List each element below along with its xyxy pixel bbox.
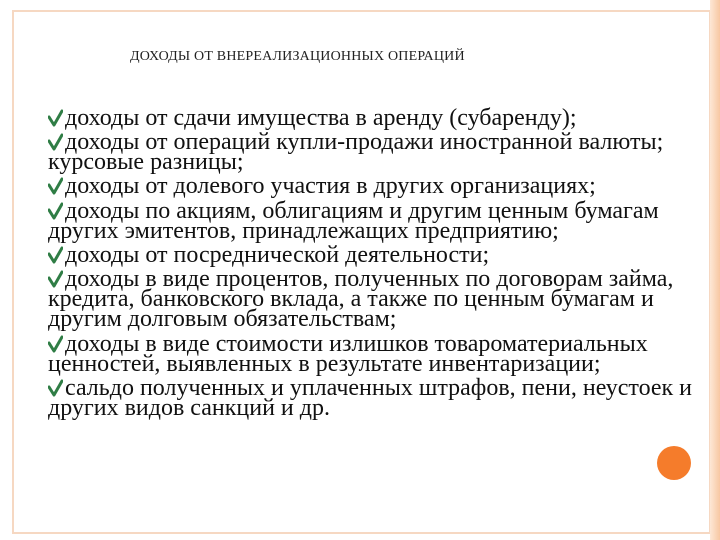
list-item-text: доходы от операций купли-продажи иностранной валюты; курсовые разницы;	[48, 129, 664, 176]
list-item-text: доходы по акциям, облигациям и другим ценным бумагам других эмитентов, принадлежащих предприятию;	[48, 197, 659, 244]
checkmark-bullet-icon	[48, 133, 63, 151]
bullet-list	[48, 105, 720, 422]
list-item	[48, 374, 720, 422]
list-item-text: доходы в виде процентов, полученных по договорам займа, кредита, банковского вклада, а также по ценным бумагам и другим долговым обязательствам;	[48, 266, 674, 333]
checkmark-bullet-icon	[48, 202, 63, 220]
checkmark-bullet-icon	[48, 335, 63, 353]
list-item-text: доходы от сдачи имущества в аренду (субаренду);	[65, 105, 577, 131]
checkmark-bullet-icon	[48, 270, 63, 288]
checkmark-bullet-icon	[48, 109, 63, 127]
list-item	[48, 197, 720, 244]
list-item	[48, 266, 720, 333]
list-item	[48, 330, 720, 377]
list-item-text: доходы от долевого участия в других организациях;	[65, 173, 596, 200]
list-item-text: доходы от посреднической деятельности;	[65, 241, 490, 268]
orange-circle-decoration	[657, 446, 691, 480]
checkmark-bullet-icon	[48, 246, 63, 264]
list-item	[48, 129, 720, 176]
checkmark-bullet-icon	[48, 379, 63, 397]
list-item-text: сальдо полученных и уплаченных штрафов, пени, неустоек и других видов санкций и др.	[48, 374, 693, 422]
list-item	[48, 173, 720, 200]
checkmark-bullet-icon	[48, 177, 63, 195]
list-item-text: доходы в виде стоимости излишков товароматериальных ценностей, выявленных в результате инвентаризации;	[48, 330, 648, 377]
slide-title: ДОХОДЫ ОТ ВНЕРЕАЛИЗАЦИОННЫХ ОПЕРАЦИЙ	[130, 49, 465, 64]
list-item	[48, 241, 720, 268]
list-item	[48, 105, 720, 131]
